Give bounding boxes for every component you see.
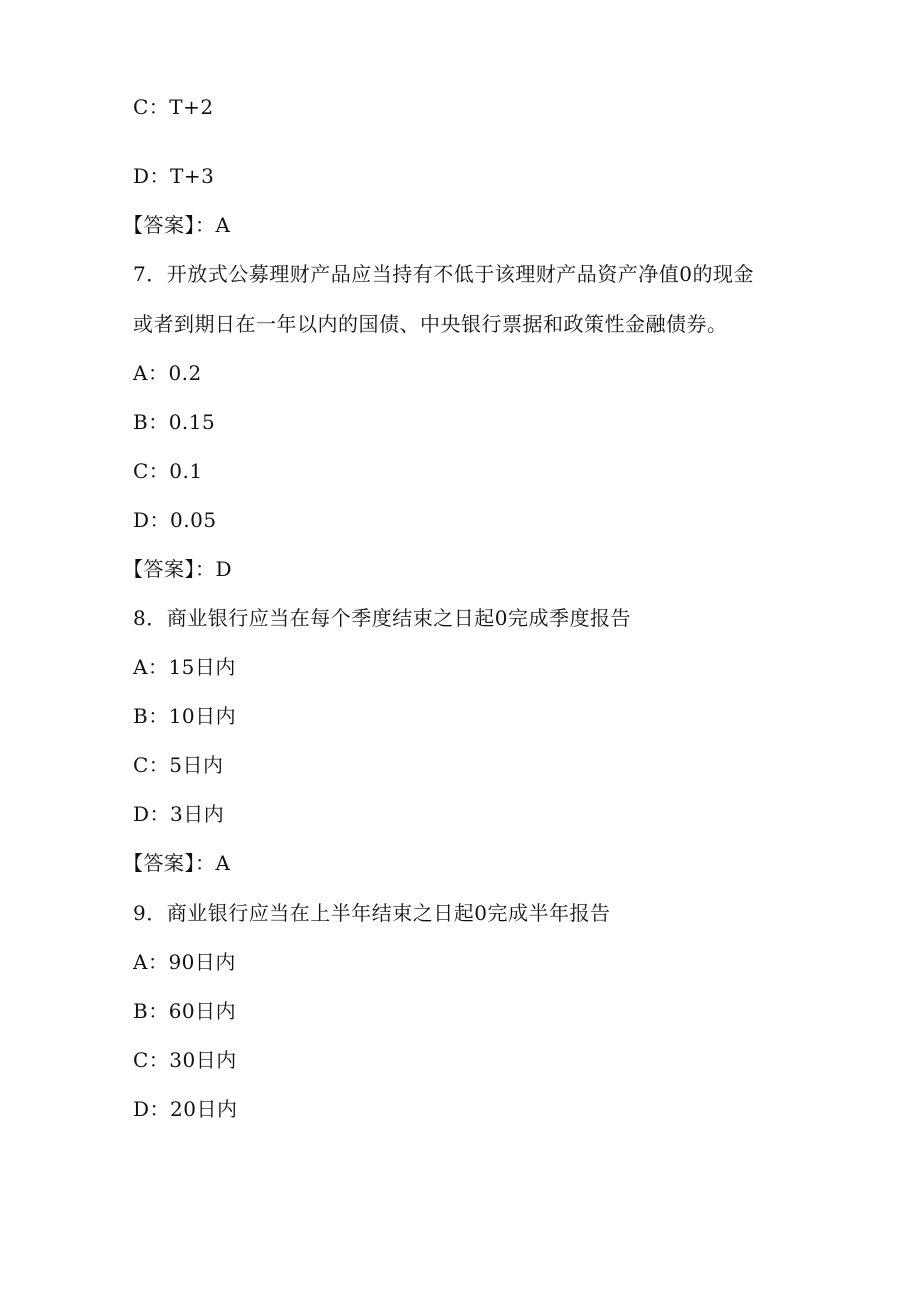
question-9: 9．商业银行应当在上半年结束之日起0完成半年报告 bbox=[133, 901, 611, 925]
option-d-q6: D：T+3 bbox=[133, 164, 215, 188]
option-a-q8: A：15日内 bbox=[133, 655, 236, 679]
option-a-q7: A：0.2 bbox=[133, 361, 202, 385]
option-c-q9: C：30日内 bbox=[133, 1048, 237, 1072]
option-c-q8: C：5日内 bbox=[133, 753, 224, 777]
option-d-q7: D：0.05 bbox=[133, 508, 217, 532]
option-d-q9: D：20日内 bbox=[133, 1097, 238, 1121]
question-7-line-1: 7．开放式公募理财产品应当持有不低于该理财产品资产净值0的现金 bbox=[133, 262, 754, 286]
option-a-q9: A：90日内 bbox=[133, 950, 236, 974]
option-c-q6: C：T+2 bbox=[133, 95, 214, 119]
option-b-q7: B：0.15 bbox=[133, 410, 216, 434]
question-8: 8．商业银行应当在每个季度结束之日起0完成季度报告 bbox=[133, 606, 631, 630]
option-b-q8: B：10日内 bbox=[133, 704, 237, 728]
question-7-line-2: 或者到期日在一年以内的国债、中央银行票据和政策性金融债券。 bbox=[133, 312, 728, 336]
answer-q6: 【答案】：A bbox=[123, 213, 231, 237]
answer-q8: 【答案】：A bbox=[123, 851, 231, 875]
option-b-q9: B：60日内 bbox=[133, 999, 237, 1023]
answer-q7: 【答案】：D bbox=[123, 557, 233, 581]
option-c-q7: C：0.1 bbox=[133, 459, 203, 483]
option-d-q8: D：3日内 bbox=[133, 802, 225, 826]
